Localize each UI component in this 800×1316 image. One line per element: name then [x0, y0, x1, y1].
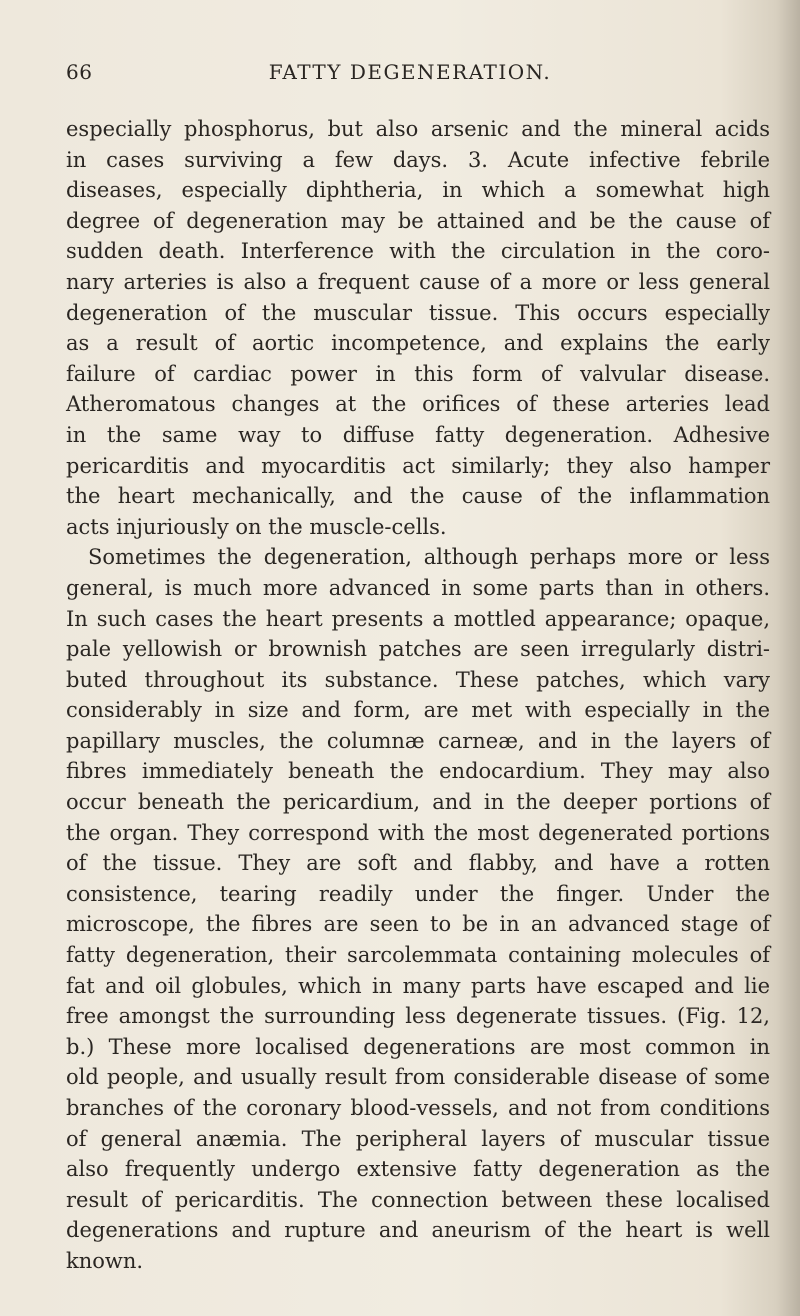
body-text — [66, 114, 770, 1277]
text-line: free amongst the surrounding less degenerate tissues. (Fig. 12, — [66, 1004, 770, 1029]
text-line: degeneration of the muscular tissue. This occurs especially — [66, 300, 770, 325]
text-line: b.) These more localised degenerations are most common in — [66, 1034, 770, 1059]
text-line: pericarditis and myocarditis act similarly; they also hamper — [66, 453, 770, 478]
text-line: degenerations and rupture and aneurism of the heart is well — [66, 1218, 770, 1243]
text-line: In such cases the heart presents a mottled appearance; opaque, — [66, 606, 770, 631]
page-number: 66 — [66, 60, 93, 84]
page-header — [66, 60, 754, 90]
text-line: in the same way to diffuse fatty degeneration. Adhesive — [66, 422, 770, 447]
text-line: result of pericarditis. The connection between these localised — [66, 1187, 770, 1212]
running-head: FATTY DEGENERATION. — [268, 60, 552, 84]
text-line: branches of the coronary blood-vessels, and not from conditions — [66, 1096, 770, 1120]
text-line: the organ. They correspond with the most degenerated portions — [66, 820, 770, 845]
text-line: in cases surviving a few days. 3. Acute infective febrile — [66, 147, 770, 172]
text-line: the heart mechanically, and the cause of the inflammation — [66, 484, 770, 509]
text-line: diseases, especially diphtheria, in which a somewhat high — [66, 178, 770, 203]
text-line: papillary muscles, the columnæ carneæ, and in the layers of — [66, 728, 770, 753]
text-line: degree of degeneration may be attained and be the cause of — [66, 208, 770, 233]
paragraph-start-line: Sometimes the degeneration, although perhaps more or less — [88, 545, 770, 570]
text-line: as a result of aortic incompetence, and explains the early — [66, 331, 770, 356]
text-line: microscope, the fibres are seen to be in an advanced stage of — [66, 912, 770, 937]
text-line: of the tissue. They are soft and flabby, and have a rotten — [66, 851, 770, 876]
text-line: fatty degeneration, their sarcolemmata containing molecules of — [66, 943, 770, 968]
text-line: of general anæmia. The peripheral layers of muscular tissue — [66, 1126, 770, 1151]
text-line: general, is much more advanced in some parts than in others. — [66, 575, 770, 600]
text-line: fibres immediately beneath the endocardium. They may also — [66, 759, 770, 784]
text-line: pale yellowish or brownish patches are seen irregularly distri- — [66, 637, 770, 662]
text-line: failure of cardiac power in this form of valvular disease. — [66, 361, 770, 386]
text-line: considerably in size and form, are met with especially in the — [66, 698, 770, 723]
text-line: known. — [66, 1248, 144, 1273]
text-line: especially phosphorus, but also arsenic and the mineral acids — [66, 117, 770, 141]
text-line: also frequently undergo extensive fatty degeneration as the — [66, 1157, 770, 1182]
text-line: fat and oil globules, which in many parts have escaped and lie — [66, 973, 770, 998]
text-line: old people, and usually result from considerable disease of some — [66, 1065, 770, 1090]
text-line: consistence, tearing readily under the finger. Under the — [66, 881, 770, 906]
text-line: nary arteries is also a frequent cause of a more or less general — [66, 269, 770, 294]
text-line: occur beneath the pericardium, and in the deeper portions of — [66, 790, 770, 815]
text-line: Atheromatous changes at the orifices of these arteries lead — [66, 392, 770, 417]
text-line: acts injuriously on the muscle-cells. — [66, 514, 447, 539]
text-line: sudden death. Interference with the circulation in the coro- — [66, 239, 770, 264]
text-line: buted throughout its substance. These patches, which vary — [66, 667, 770, 692]
